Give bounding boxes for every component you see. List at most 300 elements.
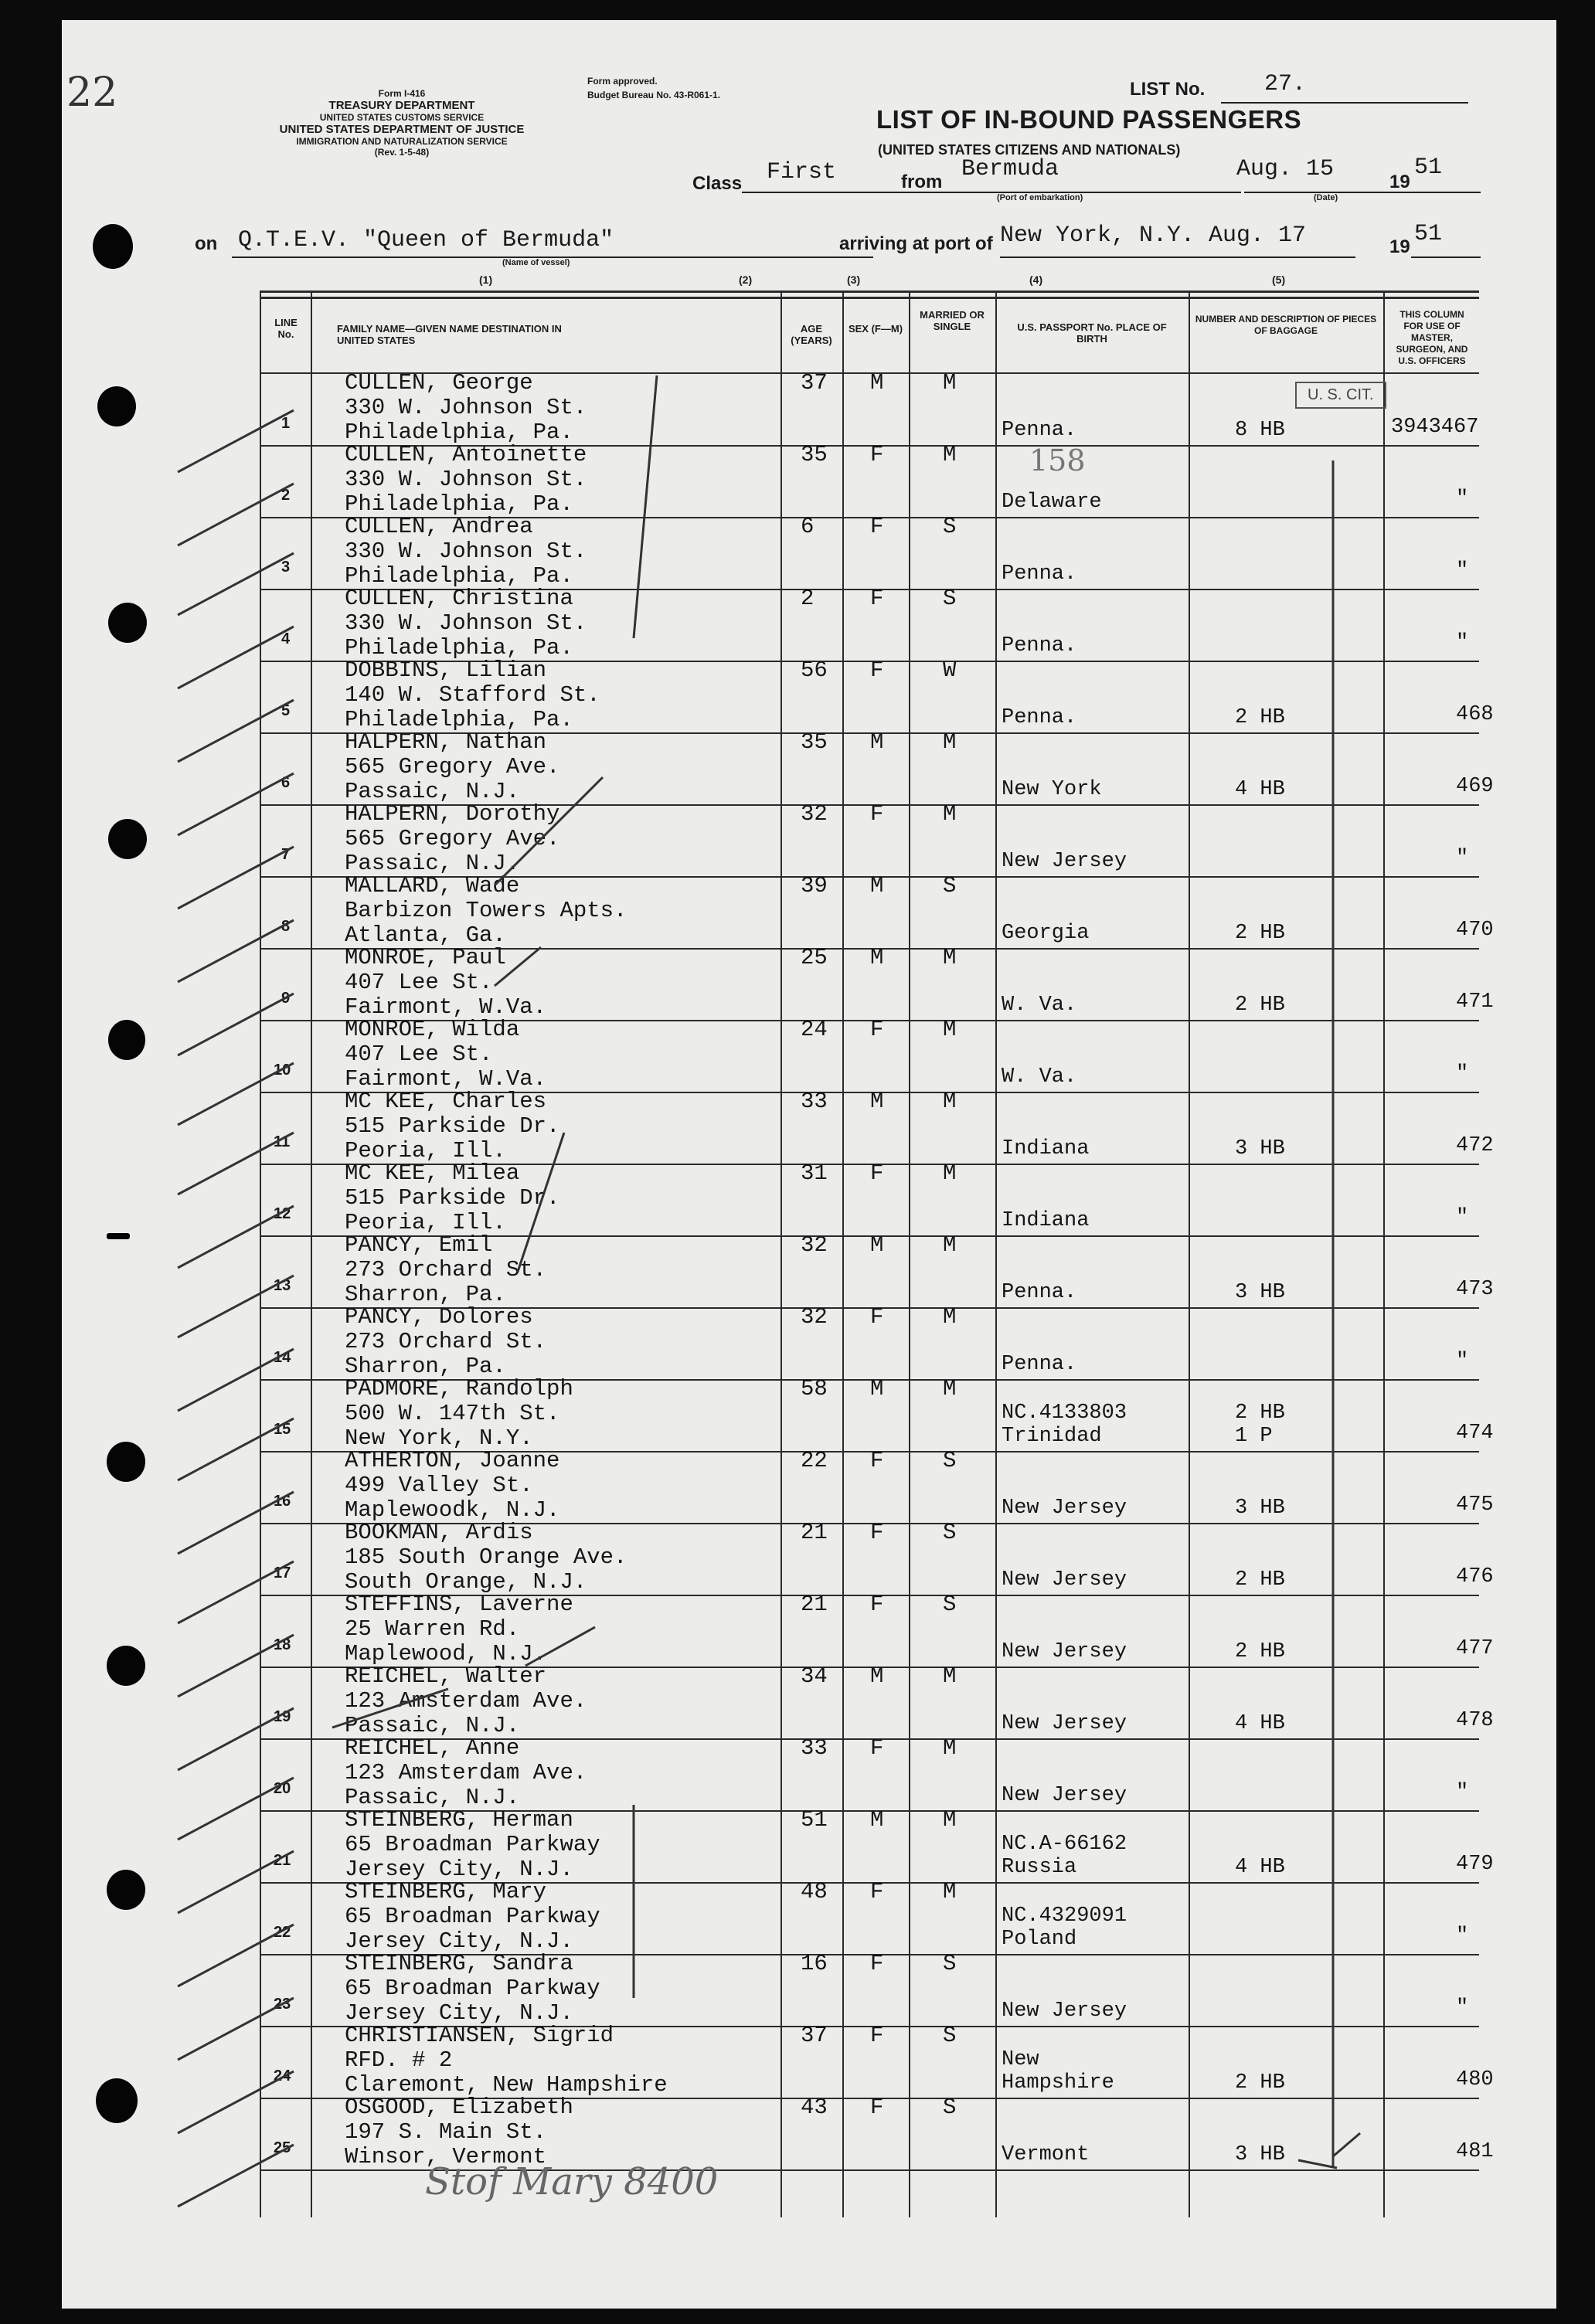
passenger-name: CULLEN, Antoinette <box>345 442 587 467</box>
place-of-birth: W. Va. <box>1002 994 1077 1017</box>
officer-number: 3943467 <box>1391 416 1479 439</box>
stamp-number: 158 <box>1029 443 1086 477</box>
binder-hole <box>107 1442 145 1482</box>
baggage-count: 2 HB <box>1235 706 1285 729</box>
table-row <box>260 586 1479 661</box>
table-row <box>260 1376 1494 1452</box>
binder-hole <box>96 2078 138 2123</box>
passenger-sex: F <box>870 657 884 683</box>
class-value: First <box>767 159 837 185</box>
marital-status: S <box>943 586 957 611</box>
baggage-line1: 2 HB <box>1235 1402 1285 1425</box>
officer-number: " <box>1456 847 1469 870</box>
table-row <box>260 442 1479 518</box>
marital-status: M <box>943 1017 957 1042</box>
header-baggage: NUMBER AND DESCRIPTION OF PIECES OF BAGGAGE <box>1195 314 1377 336</box>
passenger-sex: F <box>870 801 884 827</box>
row-line-number: 4 <box>281 630 291 647</box>
date-caption: (Date) <box>1314 193 1338 202</box>
address-city: Atlanta, Ga. <box>345 922 506 948</box>
passenger-age: 25 <box>801 945 828 970</box>
baggage-count: 3 HB <box>1235 1281 1285 1304</box>
binder-hole <box>107 1870 145 1910</box>
passenger-name: BOOKMAN, Ardis <box>345 1520 533 1545</box>
marital-status: M <box>943 801 957 827</box>
passenger-age: 21 <box>801 1592 828 1617</box>
row-line-number: 13 <box>274 1277 291 1294</box>
port-caption: (Port of embarkation) <box>997 193 1083 202</box>
binder-hole <box>108 603 147 643</box>
address-city: Philadelphia, Pa. <box>345 563 573 589</box>
handwritten-note: Stof Mary 8400 <box>425 2160 719 2203</box>
officer-number: " <box>1456 1350 1469 1373</box>
marital-status: M <box>943 1089 957 1114</box>
officer-number: " <box>1456 1996 1469 2020</box>
officer-number: 475 <box>1456 1493 1494 1517</box>
address-street: 407 Lee St. <box>345 1041 493 1067</box>
place-of-birth: Penna. <box>1002 1281 1077 1304</box>
col-num-1: (1) <box>479 274 493 286</box>
passenger-sex: M <box>870 945 884 970</box>
passenger-age: 37 <box>801 2023 828 2048</box>
row-line-number: 19 <box>274 1708 291 1725</box>
place-of-birth: Georgia <box>1002 922 1090 945</box>
table-row <box>260 1951 1479 2027</box>
table-row <box>260 514 1479 589</box>
officer-number: " <box>1456 488 1469 511</box>
officer-number: 481 <box>1456 2140 1494 2163</box>
col-num-5: (5) <box>1272 274 1286 286</box>
baggage-count: 1 P <box>1235 1425 1273 1448</box>
passenger-sex: F <box>870 1160 884 1186</box>
passenger-name: STEINBERG, Sandra <box>345 1951 573 1976</box>
table-row <box>260 1879 1479 1955</box>
header-officers: THIS COLUMN FOR USE OF MASTER, SURGEON, AND U.S. OFFICERS <box>1396 309 1468 366</box>
passenger-sex: M <box>870 873 884 899</box>
address-city: Philadelphia, Pa. <box>345 420 573 445</box>
table-row <box>260 1089 1494 1164</box>
passenger-sex: F <box>870 1735 884 1761</box>
baggage-count: 4 HB <box>1235 1856 1285 1879</box>
passenger-sex: F <box>870 1879 884 1904</box>
year-prefix: 19 <box>1389 172 1410 192</box>
binder-hole <box>108 819 147 859</box>
passenger-sex: M <box>870 1232 884 1258</box>
table-row <box>260 1304 1479 1380</box>
address-city: New York, N.Y. <box>345 1425 533 1451</box>
baggage-count: 2 HB <box>1235 922 1285 945</box>
officer-number: " <box>1456 631 1469 654</box>
departure-date: Aug. 15 <box>1236 156 1335 182</box>
class-label: Class <box>692 173 743 194</box>
address-street: 407 Lee St. <box>345 970 493 995</box>
place-of-birth: Poland <box>1002 1928 1077 1951</box>
address-city: Winsor, Vermont <box>345 2144 547 2169</box>
citizenship-stamp: U. S. CIT. <box>1295 382 1386 409</box>
baggage-count: 3 HB <box>1235 1137 1285 1160</box>
baggage-count: 3 HB <box>1235 1497 1285 1520</box>
marital-status: S <box>943 2095 957 2120</box>
arrival-year-prefix: 19 <box>1389 236 1410 257</box>
binder-hole <box>107 1646 145 1686</box>
form-revision: (Rev. 1-5-48) <box>374 147 430 158</box>
marital-status: W <box>943 657 957 683</box>
passenger-age: 37 <box>801 370 828 396</box>
passenger-age: 31 <box>801 1160 828 1186</box>
address-street: 25 Warren Rd. <box>345 1616 520 1642</box>
binder-hole <box>97 386 136 426</box>
place-of-birth: Indiana <box>1002 1137 1090 1160</box>
passenger-sex: M <box>870 1663 884 1689</box>
passenger-age: 32 <box>801 1304 828 1330</box>
customs-service: UNITED STATES CUSTOMS SERVICE <box>319 112 485 123</box>
passenger-age: 2 <box>801 586 815 611</box>
officer-number: 477 <box>1456 1637 1494 1660</box>
address-city: Jersey City, N.J. <box>345 1857 573 1882</box>
table-row <box>260 1232 1494 1308</box>
row-line-number: 7 <box>281 846 291 863</box>
passenger-age: 33 <box>801 1089 828 1114</box>
address-street: 123 Amsterdam Ave. <box>345 1688 587 1714</box>
row-line-number: 3 <box>281 559 291 576</box>
marital-status: S <box>943 514 957 539</box>
passenger-name: PADMORE, Randolph <box>345 1376 573 1402</box>
from-label: from <box>901 172 943 192</box>
treasury-department: TREASURY DEPARTMENT <box>328 99 475 112</box>
baggage-count: 8 HB <box>1235 419 1285 442</box>
marital-status: M <box>943 370 957 396</box>
officer-number: 478 <box>1456 1709 1494 1732</box>
address-street: 330 W. Johnson St. <box>345 539 587 564</box>
passenger-age: 32 <box>801 1232 828 1258</box>
passenger-name: MONROE, Wilda <box>345 1017 520 1042</box>
header-line-no: LINE No. <box>274 317 298 340</box>
passenger-name: MC KEE, Charles <box>345 1089 547 1114</box>
address-city: Maplewood, N.J. <box>345 1641 547 1667</box>
passport-number: New <box>1002 2048 1039 2071</box>
address-street: 565 Gregory Ave. <box>345 754 560 780</box>
row-line-number: 22 <box>274 1924 291 1941</box>
col-num-2: (2) <box>739 274 753 286</box>
place-of-birth: New Jersey <box>1002 2000 1127 2023</box>
baggage-count: 2 HB <box>1235 1640 1285 1663</box>
row-line-number: 15 <box>274 1421 291 1438</box>
place-of-birth: Penna. <box>1002 634 1077 657</box>
immigration-service: IMMIGRATION AND NATURALIZATION SERVICE <box>296 136 508 147</box>
baggage-count: 3 HB <box>1235 2143 1285 2166</box>
place-of-birth: New Jersey <box>1002 1712 1127 1735</box>
binder-hole <box>108 1020 145 1060</box>
address-city: Passaic, N.J. <box>345 851 520 876</box>
passenger-name: DOBBINS, Lilian <box>345 657 547 683</box>
arrival-year: 51 <box>1414 221 1443 247</box>
officer-number: " <box>1456 1925 1469 1948</box>
document-subtitle: (UNITED STATES CITIZENS AND NATIONALS) <box>878 142 1181 158</box>
address-city: Peoria, Ill. <box>345 1210 506 1235</box>
list-no-label: LIST No. <box>1130 79 1206 100</box>
address-street: 565 Gregory Ave. <box>345 826 560 851</box>
row-line-number: 1 <box>281 415 291 432</box>
row-line-number: 16 <box>274 1493 291 1510</box>
place-of-birth: Hampshire <box>1002 2071 1114 2095</box>
place-of-birth: Trinidad <box>1002 1425 1102 1448</box>
marital-status: M <box>943 729 957 755</box>
address-street: 330 W. Johnson St. <box>345 467 587 492</box>
place-of-birth: New Jersey <box>1002 850 1127 873</box>
passenger-sex: F <box>870 1592 884 1617</box>
list-no-value: 27. <box>1264 71 1307 97</box>
passenger-sex: F <box>870 1520 884 1545</box>
marital-status: S <box>943 1592 957 1617</box>
passenger-age: 22 <box>801 1448 828 1473</box>
officer-number: " <box>1456 1206 1469 1229</box>
table-row <box>260 657 1494 733</box>
marital-status: M <box>943 1376 957 1402</box>
passport-number: NC.A-66162 <box>1002 1833 1127 1856</box>
passenger-age: 6 <box>801 514 815 539</box>
table-row <box>260 945 1494 1021</box>
address-city: Passaic, N.J. <box>345 1713 520 1738</box>
passenger-sex: F <box>870 586 884 611</box>
table-row <box>260 1017 1479 1092</box>
passenger-age: 33 <box>801 1735 828 1761</box>
row-line-number: 18 <box>274 1636 291 1653</box>
marital-status: M <box>943 1232 957 1258</box>
row-line-number: 9 <box>281 990 291 1007</box>
address-city: Philadelphia, Pa. <box>345 491 573 517</box>
address-city: Philadelphia, Pa. <box>345 707 573 732</box>
form-number: Form I-416 <box>378 88 426 99</box>
col-num-3: (3) <box>847 274 861 286</box>
col-num-4: (4) <box>1029 274 1043 286</box>
place-of-birth: Penna. <box>1002 419 1077 442</box>
address-street: 273 Orchard St. <box>345 1257 547 1283</box>
marital-status: S <box>943 873 957 899</box>
address-city: Sharron, Pa. <box>345 1282 506 1307</box>
passenger-age: 58 <box>801 1376 828 1402</box>
table-row <box>260 1807 1494 1883</box>
passenger-name: HALPERN, Nathan <box>345 729 547 755</box>
passenger-age: 39 <box>801 873 828 899</box>
passenger-name: ATHERTON, Joanne <box>345 1448 560 1473</box>
passenger-name: STEINBERG, Mary <box>345 1879 547 1904</box>
passenger-sex: F <box>870 2095 884 2120</box>
officer-number: 479 <box>1456 1853 1494 1876</box>
passenger-sex: F <box>870 1448 884 1473</box>
place-of-birth: Vermont <box>1002 2143 1090 2166</box>
passenger-sex: F <box>870 514 884 539</box>
passenger-age: 21 <box>801 1520 828 1545</box>
row-line-number: 8 <box>281 918 291 935</box>
passenger-name: CHRISTIANSEN, Sigrid <box>345 2023 614 2048</box>
passenger-sex: F <box>870 1304 884 1330</box>
officer-number: 470 <box>1456 919 1494 942</box>
passenger-sex: F <box>870 1951 884 1976</box>
address-street: 273 Orchard St. <box>345 1329 547 1354</box>
officer-number: 474 <box>1456 1422 1494 1445</box>
passenger-age: 56 <box>801 657 828 683</box>
officer-number: 472 <box>1456 1134 1494 1157</box>
place-of-birth: Penna. <box>1002 706 1077 729</box>
address-city: Maplewoodk, N.J. <box>345 1497 560 1523</box>
address-city: Sharron, Pa. <box>345 1354 506 1379</box>
passenger-sex: M <box>870 1807 884 1833</box>
passenger-name: CULLEN, George <box>345 370 533 396</box>
place-of-birth: New Jersey <box>1002 1640 1127 1663</box>
address-street: 197 S. Main St. <box>345 2119 547 2145</box>
budget-bureau: Budget Bureau No. 43-R061-1. <box>587 90 721 100</box>
address-city: Passaic, N.J. <box>345 779 520 804</box>
officer-number: 480 <box>1456 2068 1494 2091</box>
row-line-number: 17 <box>274 1565 291 1582</box>
passenger-age: 51 <box>801 1807 828 1833</box>
baggage-count: 2 HB <box>1235 994 1285 1017</box>
address-city: Jersey City, N.J. <box>345 2000 573 2026</box>
table-row <box>260 873 1494 949</box>
table-row <box>260 801 1479 877</box>
from-value: Bermuda <box>961 156 1059 182</box>
passenger-age: 35 <box>801 729 828 755</box>
row-line-number: 21 <box>274 1852 291 1869</box>
row-line-number: 12 <box>274 1205 291 1222</box>
place-of-birth: New Jersey <box>1002 1568 1127 1592</box>
row-line-number: 23 <box>274 1996 291 2013</box>
address-city: Peoria, Ill. <box>345 1138 506 1164</box>
row-line-number: 24 <box>274 2067 291 2084</box>
passenger-age: 32 <box>801 801 828 827</box>
passenger-name: REICHEL, Anne <box>345 1735 520 1761</box>
baggage-count: 4 HB <box>1235 1712 1285 1735</box>
baggage-count: 2 HB <box>1235 2071 1285 2095</box>
form-info-block <box>201 88 603 158</box>
passenger-sex: M <box>870 370 884 396</box>
address-street: 123 Amsterdam Ave. <box>345 1760 587 1785</box>
header-passport: U.S. PASSPORT No. PLACE OF BIRTH <box>1017 321 1167 345</box>
passenger-name: REICHEL, Walter <box>345 1663 547 1689</box>
header-married: MARRIED OR SINGLE <box>920 309 985 332</box>
address-street: 515 Parkside Dr. <box>345 1113 560 1139</box>
address-street: 515 Parkside Dr. <box>345 1185 560 1211</box>
address-street: 65 Broadman Parkway <box>345 1904 600 1929</box>
address-city: Passaic, N.J. <box>345 1785 520 1810</box>
address-street: 65 Broadman Parkway <box>345 1832 600 1857</box>
row-line-number: 25 <box>274 2139 291 2156</box>
passenger-age: 24 <box>801 1017 828 1042</box>
binder-hole <box>93 224 133 269</box>
row-line-number: 20 <box>274 1780 291 1797</box>
officer-number: 469 <box>1456 775 1494 798</box>
table-row <box>260 1663 1494 1739</box>
officer-number: 471 <box>1456 990 1494 1014</box>
address-city: South Orange, N.J. <box>345 1569 587 1595</box>
passenger-sex: F <box>870 1017 884 1042</box>
form-approved: Form approved. <box>587 76 658 87</box>
passenger-name: PANCY, Dolores <box>345 1304 533 1330</box>
row-line-number: 2 <box>281 487 291 504</box>
passenger-age: 35 <box>801 442 828 467</box>
address-street: 140 W. Stafford St. <box>345 682 600 708</box>
address-street: 330 W. Johnson St. <box>345 610 587 636</box>
address-street: 65 Broadman Parkway <box>345 1976 600 2001</box>
passport-number: NC.4329091 <box>1002 1904 1127 1928</box>
address-city: Fairmont, W.Va. <box>345 994 547 1020</box>
address-street: RFD. # 2 <box>345 2047 453 2073</box>
header-sex: SEX (F—M) <box>848 323 903 335</box>
passport-number: NC.4133803 <box>1002 1402 1127 1425</box>
address-street: 185 South Orange Ave. <box>345 1544 627 1570</box>
row-line-number: 11 <box>274 1133 291 1150</box>
row-line-number: 6 <box>281 774 291 791</box>
place-of-birth: Penna. <box>1002 1353 1077 1376</box>
arrival-port-date: New York, N.Y. Aug. 17 <box>1000 223 1307 249</box>
place-of-birth: New Jersey <box>1002 1784 1127 1807</box>
passenger-sex: M <box>870 729 884 755</box>
passenger-sex: F <box>870 442 884 467</box>
place-of-birth: Delaware <box>1002 491 1102 514</box>
place-of-birth: Russia <box>1002 1856 1077 1879</box>
officer-number: 473 <box>1456 1278 1494 1301</box>
passenger-age: 43 <box>801 2095 828 2120</box>
marital-status: S <box>943 1951 957 1976</box>
table-row <box>260 1520 1494 1595</box>
table-row <box>260 1735 1479 1811</box>
passenger-name: MC KEE, Milea <box>345 1160 520 1186</box>
table-row <box>260 2023 1494 2098</box>
marital-status: M <box>943 1160 957 1186</box>
passenger-age: 16 <box>801 1951 828 1976</box>
marital-status: M <box>943 1807 957 1833</box>
corner-mark: 22 <box>66 70 118 116</box>
passenger-sex: F <box>870 2023 884 2048</box>
passenger-name: MALLARD, Wade <box>345 873 520 899</box>
place-of-birth: New Jersey <box>1002 1497 1127 1520</box>
passenger-name: STEFFINS, Laverne <box>345 1592 573 1617</box>
passenger-name: PANCY, Emil <box>345 1232 493 1258</box>
marital-status: S <box>943 1520 957 1545</box>
table-row <box>260 729 1494 805</box>
marital-status: M <box>943 1879 957 1904</box>
passenger-sex: M <box>870 1376 884 1402</box>
passenger-age: 48 <box>801 1879 828 1904</box>
table-row <box>260 1448 1494 1524</box>
passenger-sex: M <box>870 1089 884 1114</box>
address-street: Barbizon Towers Apts. <box>345 898 627 923</box>
on-label: on <box>195 233 218 254</box>
address-street: 500 W. 147th St. <box>345 1401 560 1426</box>
place-of-birth: Indiana <box>1002 1209 1090 1232</box>
marital-status: M <box>943 1304 957 1330</box>
officer-number: " <box>1456 1062 1469 1086</box>
row-line-number: 14 <box>274 1349 291 1366</box>
document-page <box>62 20 1556 2309</box>
place-of-birth: W. Va. <box>1002 1065 1077 1089</box>
passenger-table <box>260 290 1494 2217</box>
marital-status: M <box>943 945 957 970</box>
place-of-birth: Penna. <box>1002 562 1077 586</box>
marital-status: S <box>943 1448 957 1473</box>
passenger-name: OSGOOD, Elizabeth <box>345 2095 573 2120</box>
marital-status: S <box>943 2023 957 2048</box>
passenger-name: CULLEN, Christina <box>345 586 573 611</box>
year-value: 51 <box>1414 155 1443 181</box>
row-line-number: 10 <box>274 1062 291 1079</box>
passenger-name: MONROE, Paul <box>345 945 506 970</box>
passenger-name: HALPERN, Dorothy <box>345 801 560 827</box>
address-street: 330 W. Johnson St. <box>345 395 587 420</box>
table-row <box>260 1592 1494 1667</box>
header-name: FAMILY NAME—GIVEN NAME DESTINATION IN UNITED STATES <box>337 323 562 346</box>
address-street: 499 Valley St. <box>345 1473 533 1498</box>
